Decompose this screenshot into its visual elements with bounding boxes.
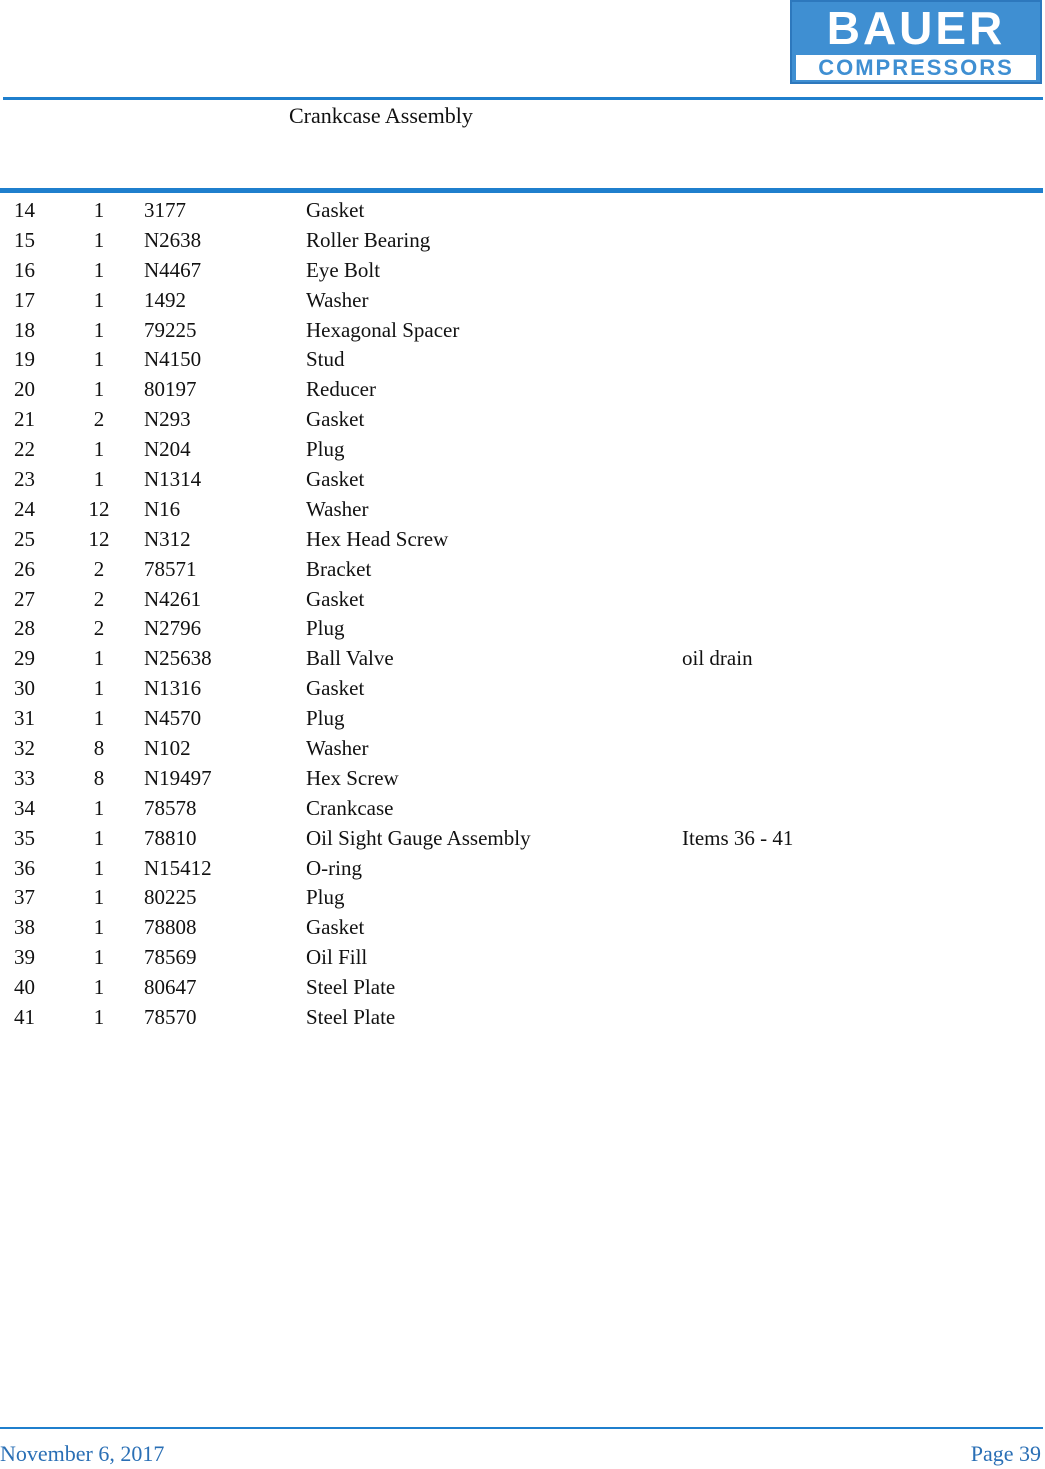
- part-description: Oil Fill: [306, 945, 368, 970]
- part-item-number: 17: [14, 287, 35, 312]
- part-number: 80647: [144, 975, 197, 1000]
- part-quantity: 1: [93, 317, 105, 342]
- table-row: [0, 853, 1045, 883]
- table-row: [0, 404, 1045, 434]
- part-number: N25638: [144, 646, 212, 671]
- part-description: Hex Head Screw: [306, 526, 449, 551]
- logo-wordmark-compressors: COMPRESSORS: [796, 55, 1036, 80]
- part-number: N293: [144, 407, 191, 432]
- part-number: N4467: [144, 257, 202, 282]
- part-item-number: 29: [14, 646, 35, 671]
- part-quantity: 8: [93, 765, 105, 790]
- part-item-number: 14: [14, 198, 35, 222]
- part-number: N2796: [144, 616, 202, 641]
- table-row: [0, 464, 1045, 494]
- part-quantity: 1: [93, 825, 105, 850]
- table-row: [0, 793, 1045, 823]
- part-item-number: 15: [14, 227, 35, 252]
- part-number: N4150: [144, 347, 202, 372]
- part-item-number: 27: [14, 586, 35, 611]
- parts-list: [0, 195, 1045, 1032]
- part-item-number: 30: [14, 676, 35, 701]
- part-description: Roller Bearing: [306, 227, 431, 252]
- part-description: Plug: [306, 706, 345, 731]
- part-description: Eye Bolt: [306, 257, 381, 282]
- table-row: [0, 703, 1045, 733]
- part-quantity: 1: [93, 885, 105, 910]
- table-row: [0, 374, 1045, 404]
- part-description: Plug: [306, 616, 345, 641]
- table-row: [0, 554, 1045, 584]
- part-quantity: 2: [93, 616, 105, 641]
- part-number: N1316: [144, 676, 202, 701]
- part-number: 3177: [144, 198, 186, 222]
- part-quantity: 1: [93, 975, 105, 1000]
- part-quantity: 12: [88, 526, 110, 551]
- part-quantity: 1: [93, 437, 105, 462]
- part-number: 1492: [144, 287, 186, 312]
- part-description: Crankcase: [306, 795, 394, 820]
- logo-wordmark-bauer: BAUER: [826, 2, 1006, 54]
- part-description: Steel Plate: [306, 975, 396, 1000]
- part-item-number: 35: [14, 825, 35, 850]
- part-description: Reducer: [306, 377, 376, 402]
- part-number: N1314: [144, 467, 202, 492]
- table-top-divider: [0, 188, 1043, 193]
- part-quantity: 2: [93, 556, 105, 581]
- part-quantity: 1: [93, 198, 105, 222]
- part-item-number: 41: [14, 1005, 35, 1030]
- part-number: 78569: [144, 945, 197, 970]
- part-number: 78808: [144, 915, 197, 940]
- part-item-number: 37: [14, 885, 35, 910]
- part-description: Washer: [306, 287, 369, 312]
- table-row: [0, 733, 1045, 763]
- part-item-number: 31: [14, 706, 35, 731]
- part-item-number: 25: [14, 526, 35, 551]
- part-number: N15412: [144, 855, 212, 880]
- page-title: Crankcase Assembly: [289, 103, 473, 128]
- part-description: Gasket: [306, 198, 365, 222]
- part-quantity: 1: [93, 1005, 105, 1030]
- part-quantity: 1: [93, 795, 105, 820]
- part-quantity: 1: [93, 945, 105, 970]
- table-row: [0, 315, 1045, 345]
- part-quantity: 1: [93, 227, 105, 252]
- part-item-number: 34: [14, 795, 35, 820]
- part-item-number: 40: [14, 975, 35, 1000]
- part-description: Oil Sight Gauge Assembly: [306, 825, 531, 850]
- part-item-number: 33: [14, 765, 35, 790]
- part-description: O-ring: [306, 855, 362, 880]
- part-quantity: 1: [93, 646, 105, 671]
- part-description: Plug: [306, 885, 345, 910]
- part-item-number: 18: [14, 317, 35, 342]
- footer-divider: [0, 1427, 1043, 1429]
- part-item-number: 28: [14, 616, 35, 641]
- part-description: Gasket: [306, 676, 365, 701]
- part-item-number: 39: [14, 945, 35, 970]
- part-item-number: 23: [14, 467, 35, 492]
- part-note: Items 36 - 41: [682, 825, 794, 850]
- table-row: [0, 882, 1045, 912]
- bauer-compressors-logo: [790, 0, 1042, 84]
- table-row: [0, 524, 1045, 554]
- table-row: [0, 285, 1045, 315]
- part-description: Gasket: [306, 915, 365, 940]
- part-number: 78571: [144, 556, 197, 581]
- part-item-number: 38: [14, 915, 35, 940]
- table-row: [0, 912, 1045, 942]
- part-item-number: 32: [14, 736, 35, 761]
- part-item-number: 24: [14, 496, 35, 521]
- part-number: 80225: [144, 885, 197, 910]
- part-quantity: 1: [93, 676, 105, 701]
- part-quantity: 1: [93, 915, 105, 940]
- part-description: Bracket: [306, 556, 372, 581]
- table-row: [0, 195, 1045, 225]
- table-row: [0, 972, 1045, 1002]
- part-quantity: 2: [93, 407, 105, 432]
- part-item-number: 36: [14, 855, 35, 880]
- table-row: [0, 763, 1045, 793]
- part-number: N19497: [144, 765, 212, 790]
- part-quantity: 12: [88, 496, 110, 521]
- part-number: N4261: [144, 586, 202, 611]
- part-number: N4570: [144, 706, 202, 731]
- part-description: Washer: [306, 496, 369, 521]
- part-description: Gasket: [306, 586, 365, 611]
- part-item-number: 20: [14, 377, 35, 402]
- table-row: [0, 494, 1045, 524]
- part-quantity: 1: [93, 257, 105, 282]
- part-quantity: 1: [93, 855, 105, 880]
- part-description: Gasket: [306, 407, 365, 432]
- part-description: Steel Plate: [306, 1005, 396, 1030]
- part-quantity: 1: [93, 287, 105, 312]
- footer-date: November 6, 2017: [0, 1441, 165, 1466]
- table-row: [0, 942, 1045, 972]
- part-note: oil drain: [682, 646, 753, 671]
- table-row: [0, 643, 1045, 673]
- part-number: 78578: [144, 795, 197, 820]
- part-quantity: 1: [93, 706, 105, 731]
- header-divider: [3, 97, 1043, 100]
- part-number: N16: [144, 496, 181, 521]
- part-number: 79225: [144, 317, 197, 342]
- table-row: [0, 673, 1045, 703]
- part-quantity: 1: [93, 347, 105, 372]
- part-number: N102: [144, 736, 191, 761]
- table-row: [0, 823, 1045, 853]
- part-description: Ball Valve: [306, 646, 394, 671]
- part-number: 80197: [144, 377, 197, 402]
- part-quantity: 1: [93, 377, 105, 402]
- part-item-number: 26: [14, 556, 35, 581]
- part-description: Hexagonal Spacer: [306, 317, 460, 342]
- footer-page-number: Page 39: [970, 1441, 1041, 1466]
- part-description: Stud: [306, 347, 345, 372]
- part-description: Gasket: [306, 467, 365, 492]
- part-number: N204: [144, 437, 191, 462]
- part-item-number: 22: [14, 437, 35, 462]
- part-number: N2638: [144, 227, 202, 252]
- part-item-number: 19: [14, 347, 35, 372]
- part-quantity: 8: [93, 736, 105, 761]
- table-row: [0, 613, 1045, 643]
- table-row: [0, 584, 1045, 614]
- part-number: 78570: [144, 1005, 197, 1030]
- part-quantity: 1: [93, 467, 105, 492]
- table-row: [0, 255, 1045, 285]
- part-number: 78810: [144, 825, 197, 850]
- table-row: [0, 225, 1045, 255]
- part-quantity: 2: [93, 586, 105, 611]
- part-description: Washer: [306, 736, 369, 761]
- part-description: Hex Screw: [306, 765, 399, 790]
- table-row: [0, 1002, 1045, 1032]
- table-row: [0, 434, 1045, 464]
- part-item-number: 21: [14, 407, 35, 432]
- part-item-number: 16: [14, 257, 35, 282]
- part-number: N312: [144, 526, 191, 551]
- table-row: [0, 344, 1045, 374]
- part-description: Plug: [306, 437, 345, 462]
